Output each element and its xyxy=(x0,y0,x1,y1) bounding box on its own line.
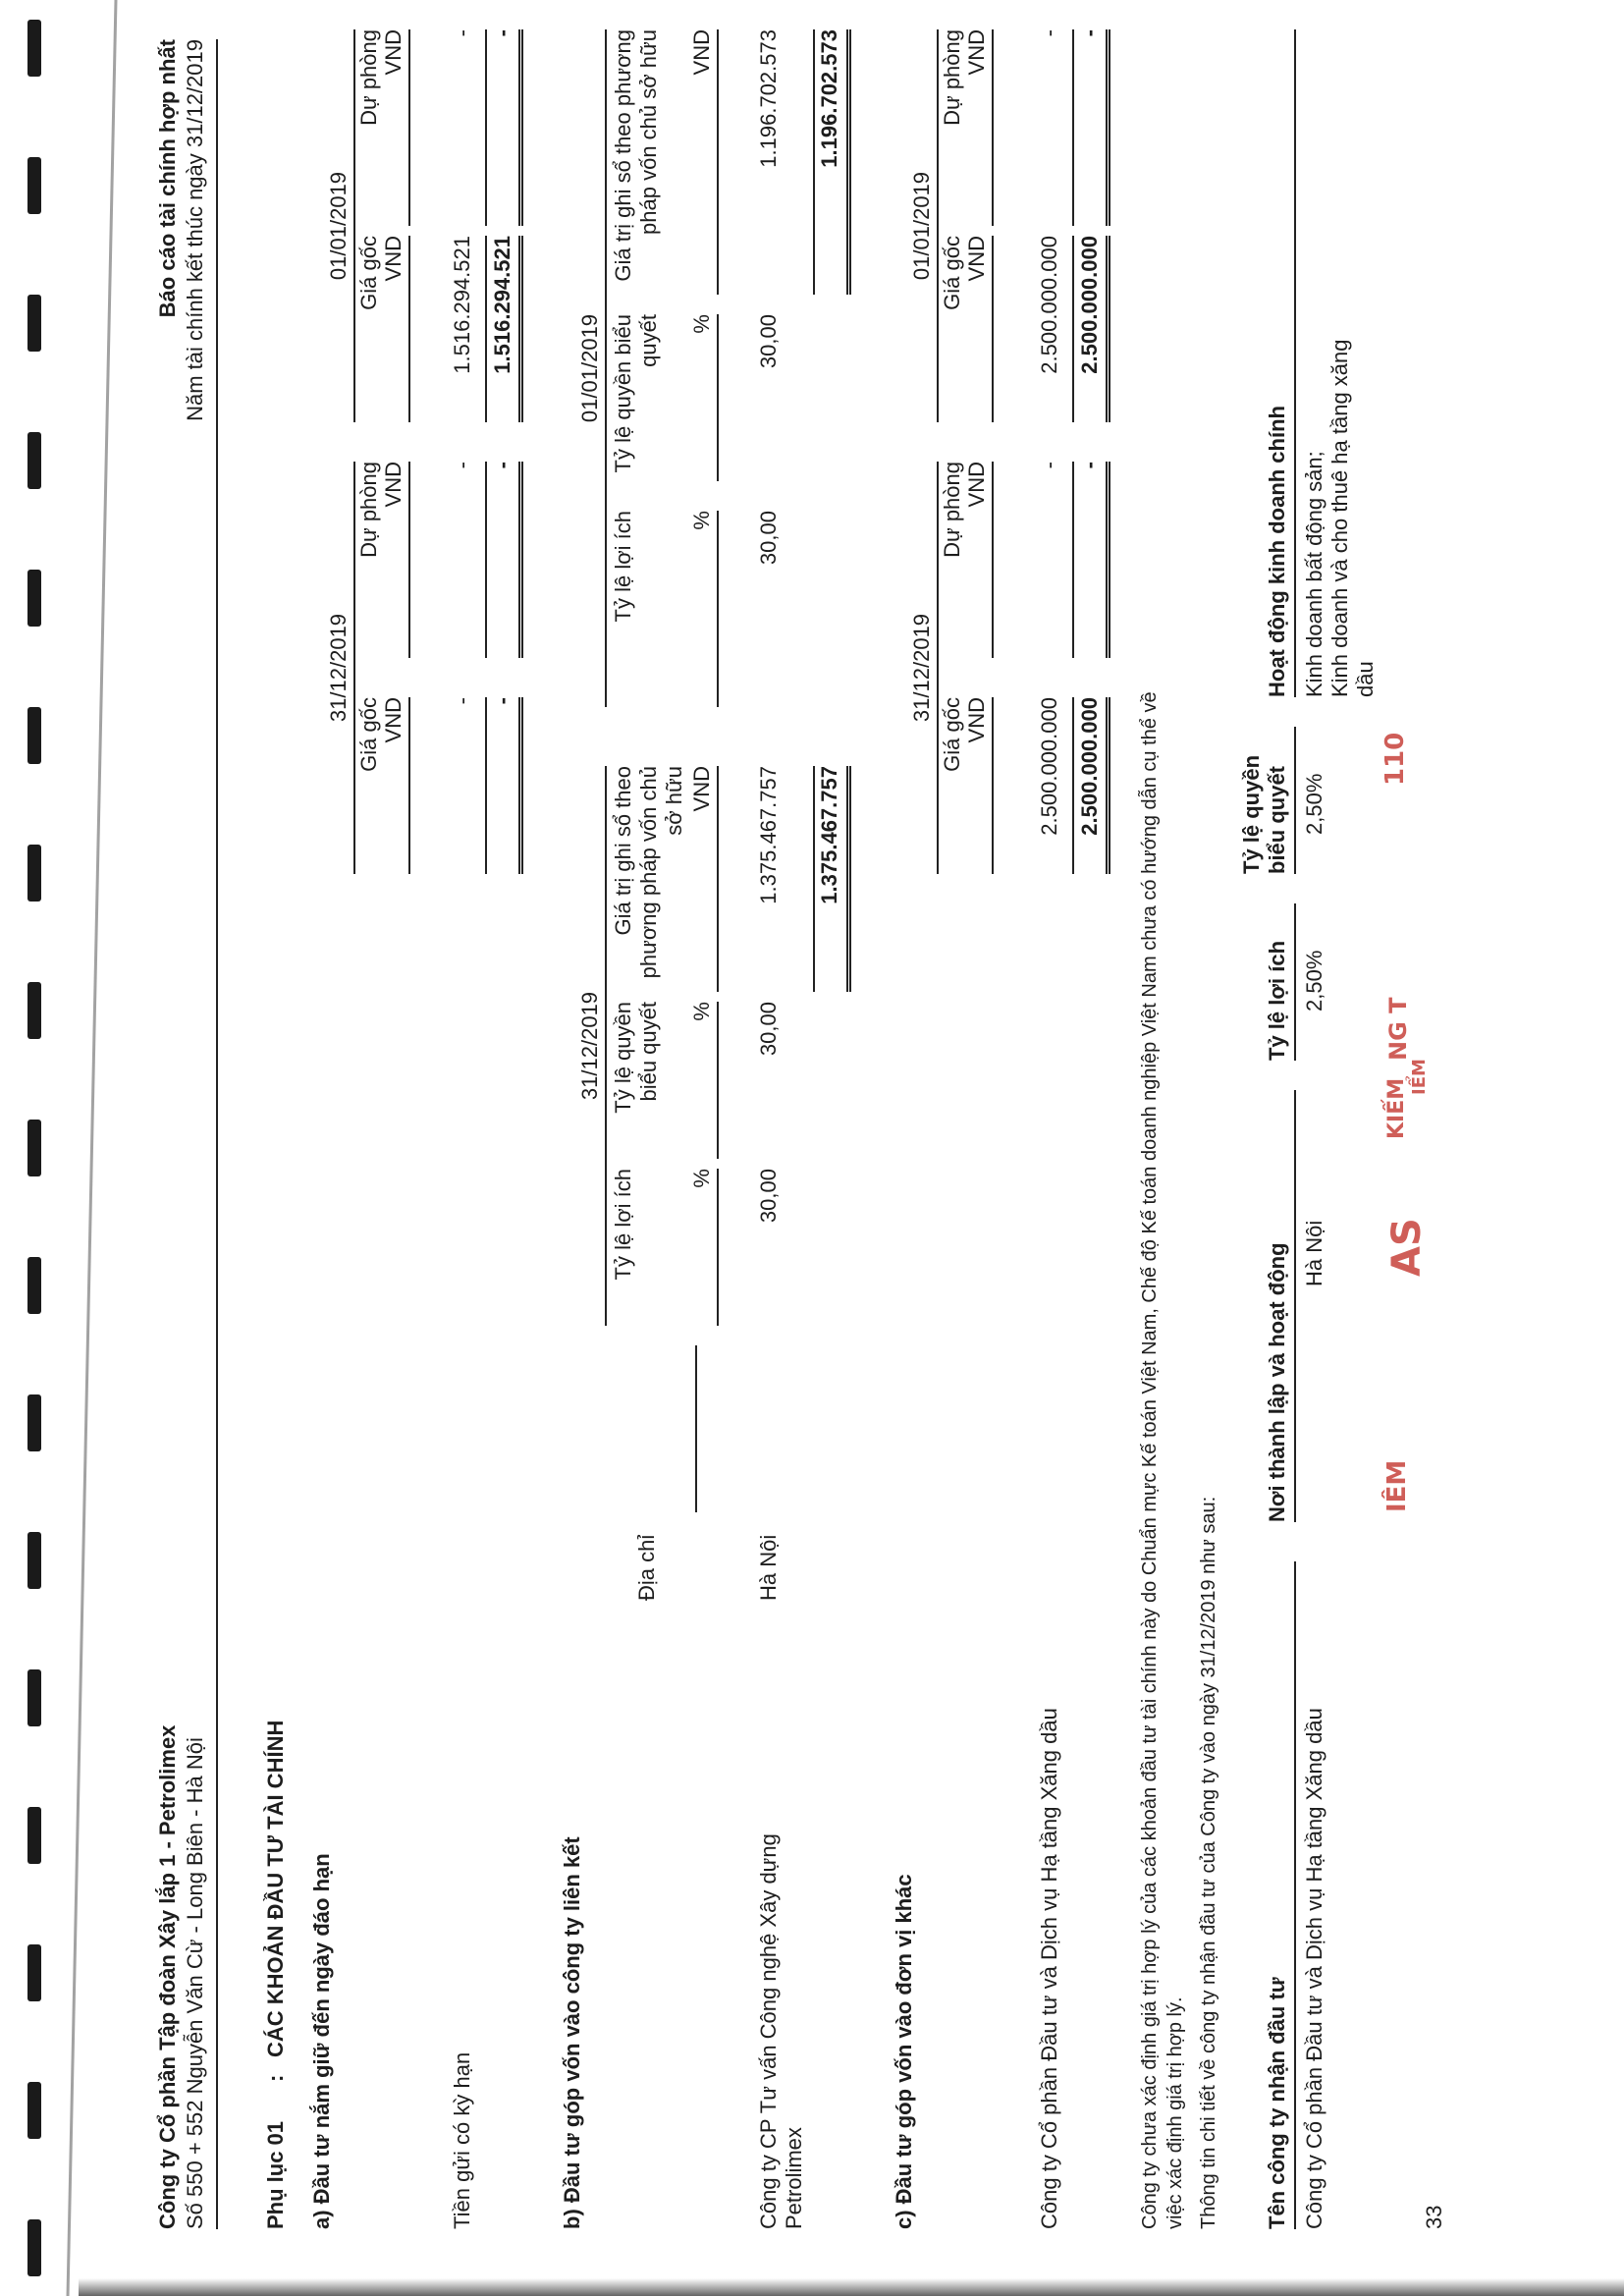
unit-label: VND xyxy=(689,766,714,812)
section-b-date-cur: 31/12/2019 xyxy=(577,991,602,1101)
section-b-col: Tỷ lệ lợi ích xyxy=(611,511,635,623)
appendix-label: Phụ lục 01 xyxy=(263,2120,288,2229)
detail-col-interest: Tỷ lệ lợi ích xyxy=(1265,940,1289,1061)
section-a-col-cost-cur: Giá gốc xyxy=(356,697,381,772)
section-a-value: - xyxy=(450,462,474,469)
section-a-date-cur: 31/12/2019 xyxy=(326,613,351,723)
section-c-total: 2.500.000.000 xyxy=(1077,236,1102,374)
unit-label: VND xyxy=(381,697,406,743)
note-paragraph-1-line1: Công ty chưa xác định giá trị hợp lý của các khoản đầu tư tài chính này do Chuẩn mực Kế toán Việt Nam, Chế độ Kế toán doanh nghiệp Việt Nam chưa có hướng dẫn cụ thể về xyxy=(1139,691,1161,2229)
section-c-col: Dự phòng xyxy=(940,29,964,126)
section-b-total-cur: 1.375.467.757 xyxy=(817,766,841,904)
note-paragraph-2: Thông tin chi tiết về công ty nhận đầu tư của Công ty vào ngày 31/12/2019 như sau: xyxy=(1198,1496,1219,2229)
section-c-row-label: Công ty Cổ phần Đầu tư và Dịch vụ Hạ tầng Xăng dầu xyxy=(1037,1708,1061,2229)
section-a-col-cost-prev: Giá gốc xyxy=(356,236,381,310)
unit-label: VND xyxy=(964,236,989,282)
section-a-row-label: Tiền gửi có kỳ hạn xyxy=(450,2051,474,2229)
section-b-col-address: Địa chỉ xyxy=(634,1534,659,1601)
section-b-company-line2: Petrolimex xyxy=(782,2127,806,2229)
section-c-col: Dự phòng xyxy=(940,462,964,558)
section-b-value: 1.375.467.757 xyxy=(756,766,781,904)
detail-place: Hà Nội xyxy=(1302,1220,1326,1286)
section-c-date-cur: 31/12/2019 xyxy=(909,613,934,723)
section-a-total: - xyxy=(490,29,514,37)
report-title: Báo cáo tài chính hợp nhất xyxy=(155,39,180,318)
appendix-sep: : xyxy=(263,2074,288,2082)
detail-company-name: Công ty Cổ phần Đầu tư và Dịch vụ Hạ tầng Xăng dầu xyxy=(1302,1708,1326,2229)
section-c-title: c) Đầu tư góp vốn vào đơn vị khác xyxy=(892,1874,916,2229)
section-b-value: 1.196.702.573 xyxy=(756,29,781,168)
unit-label: % xyxy=(689,1002,714,1021)
detail-col-voting-2: biểu quyết xyxy=(1265,765,1289,874)
section-b-value: 30,00 xyxy=(756,1169,781,1224)
section-b-value: 30,00 xyxy=(756,314,781,369)
section-b-col: Tỷ lệ quyền biểu quyết xyxy=(611,1002,661,1114)
section-b-total-prev: 1.196.702.573 xyxy=(817,29,841,168)
unit-label: VND xyxy=(964,29,989,76)
report-period: Năm tài chính kết thúc ngày 31/12/2019 xyxy=(183,39,207,421)
detail-activity-line2: Kinh doanh và cho thuê hạ tầng xăng xyxy=(1327,339,1352,697)
section-a-value: - xyxy=(450,697,474,705)
section-c-value: 2.500.000.000 xyxy=(1037,697,1061,836)
section-a-title: a) Đầu tư nắm giữ đến ngày đáo hạn xyxy=(309,1853,334,2229)
section-c-value: - xyxy=(1037,462,1061,469)
detail-activity-line3: dầu xyxy=(1353,661,1378,697)
section-c-total: 2.500.000.000 xyxy=(1077,697,1102,836)
unit-label: VND xyxy=(381,236,406,282)
page-number: 33 xyxy=(1422,2205,1446,2229)
detail-col-voting-1: Tỷ lệ quyền xyxy=(1239,754,1264,874)
section-a-date-prev: 01/01/2019 xyxy=(326,171,351,281)
section-b-company-line1: Công ty CP Tư vấn Công nghệ Xây dựng xyxy=(756,1833,781,2229)
section-b-date-prev: 01/01/2019 xyxy=(577,313,602,423)
section-a-col-prov-cur: Dự phòng xyxy=(356,462,381,558)
rotated-page: Công ty Cổ phần Tập đoàn Xây lắp 1 - Petrolimex Số 550 + 552 Nguyễn Văn Cừ - Long Biên - Hà Nội Báo cáo tài chính hợp nhất Năm tài chính kết thúc ngày 31/12/2019 Phụ lục 01 : CÁC KHOẢN ĐẦU TƯ TÀI CHÍNH a) Đầu tư nắm giữ đến ngày đáo hạn 31/12/2019 01/01/2019 Giá gốc Dự phòng Giá gốc Dự phòng VND VND VND VND Tiền gửi có kỳ hạn - - 1.516.294.521 - - - 1.516.294.521 - b) Đầu tư góp vốn vào công ty liên kết 31/12/2019 01/01/2019 Địa chỉ Tỷ lệ lợi ích Tỷ lệ quyền biểu quyết Giá trị ghi sổ theo phương pháp vốn chủ sở hữu Tỷ lệ lợi ích Tỷ lệ quyền biểu quyết Giá trị ghi sổ theo phương pháp vốn chủ sở hữu % % VND % % VND Công ty CP Tư vấn Công nghệ Xây dựng Petrolimex Hà Nội 30,00 30,00 1.375.467.757 30,00 30,00 1.196.702.573 1.375.467.757 1.196.702.573 c) Đầu tư góp vốn vào đơn vị khác 31/12/2019 01/01/2019 Giá gốc Dự phòng Giá gốc Dự phòng VND VND VND VND Công ty Cổ phần Đầu tư và Dịch vụ Hạ tầng Xăng dầu 2.500.000.000 - 2.500.000.000 - 2.500.000.000 - 2.500.000.000 - Công ty chưa xác định giá trị hợp lý của các khoản đầu tư tài chính này do Chuẩn mực Kế toán Việt Nam, Chế độ Kế toán doanh nghiệp Việt Nam chưa có hướng dẫn cụ thể về việc xác định giá trị hợp lý. Thông tin chi tiết về công ty nhận đầu tư của Công ty vào ngày 31/12/2019 như sau: Tên công ty nhận đầu tư Nơi thành lập và hoạt động Tỷ lệ lợi ích Tỷ lệ quyền biểu quyết Hoạt động kinh doanh chính Công ty Cổ phần Đầu tư và Dịch vụ Hạ tầng Xăng dầu Hà Nội 2,50% 2,50% Kinh doanh bất động sản; Kinh doanh và cho thuê hạ tầng xăng dầu 33 IÊM AS KIỂM IỂM NG T 110 xyxy=(155,29,1446,2229)
detail-voting: 2,50% xyxy=(1302,773,1326,835)
section-c-col: Giá gốc xyxy=(940,236,964,310)
unit-label: % xyxy=(689,1169,714,1188)
company-name: Công ty Cổ phần Tập đoàn Xây lắp 1 - Petrolimex xyxy=(155,1724,180,2229)
section-c-value: 2.500.000.000 xyxy=(1037,236,1061,374)
section-a-col-prov-prev: Dự phòng xyxy=(356,29,381,126)
detail-interest: 2,50% xyxy=(1302,950,1326,1011)
unit-label: VND xyxy=(381,462,406,508)
section-a-value: - xyxy=(450,29,474,37)
section-b-value: 30,00 xyxy=(756,1002,781,1057)
section-a-total: 1.516.294.521 xyxy=(490,236,514,374)
detail-col-place: Nơi thành lập và hoạt động xyxy=(1265,1242,1289,1522)
section-a-total: - xyxy=(490,697,514,705)
section-b-col: Tỷ lệ quyền biểu quyết xyxy=(611,314,661,473)
detail-col-activity: Hoạt động kinh doanh chính xyxy=(1265,406,1289,697)
scan-shadow xyxy=(79,2278,1624,2296)
section-c-value: - xyxy=(1037,29,1061,37)
appendix-title: CÁC KHOẢN ĐẦU TƯ TÀI CHÍNH xyxy=(263,1720,288,2057)
unit-label: VND xyxy=(964,462,989,508)
section-a-total: - xyxy=(490,462,514,469)
section-b-value: 30,00 xyxy=(756,511,781,566)
company-address: Số 550 + 552 Nguyễn Văn Cừ - Long Biên - Hà Nội xyxy=(183,1737,207,2229)
section-b-col: Giá trị ghi sổ theo phương pháp vốn chủ sở hữu xyxy=(611,29,661,282)
detail-activity-line1: Kinh doanh bất động sản; xyxy=(1302,451,1326,697)
note-paragraph-1-line2: việc xác định giá trị hợp lý. xyxy=(1164,1996,1186,2229)
section-a-value: 1.516.294.521 xyxy=(450,236,474,374)
unit-label: VND xyxy=(381,29,406,76)
binder-holes xyxy=(0,0,59,2296)
section-b-address: Hà Nội xyxy=(756,1534,781,1601)
section-b-title: b) Đầu tư góp vốn vào công ty liên kết xyxy=(560,1836,584,2229)
section-b-col: Tỷ lệ lợi ích xyxy=(611,1169,635,1281)
section-b-col: Giá trị ghi sổ theo phương pháp vốn chủ sở hữu xyxy=(611,766,686,979)
section-c-total: - xyxy=(1077,29,1102,37)
detail-col-company: Tên công ty nhận đầu tư xyxy=(1265,1977,1289,2229)
header-rule xyxy=(216,39,218,2229)
section-c-date-prev: 01/01/2019 xyxy=(909,171,934,281)
section-c-total: - xyxy=(1077,462,1102,469)
unit-label: % xyxy=(689,511,714,530)
unit-label: VND xyxy=(689,29,714,76)
unit-label: % xyxy=(689,314,714,334)
unit-label: VND xyxy=(964,697,989,743)
section-c-col: Giá gốc xyxy=(940,697,964,772)
